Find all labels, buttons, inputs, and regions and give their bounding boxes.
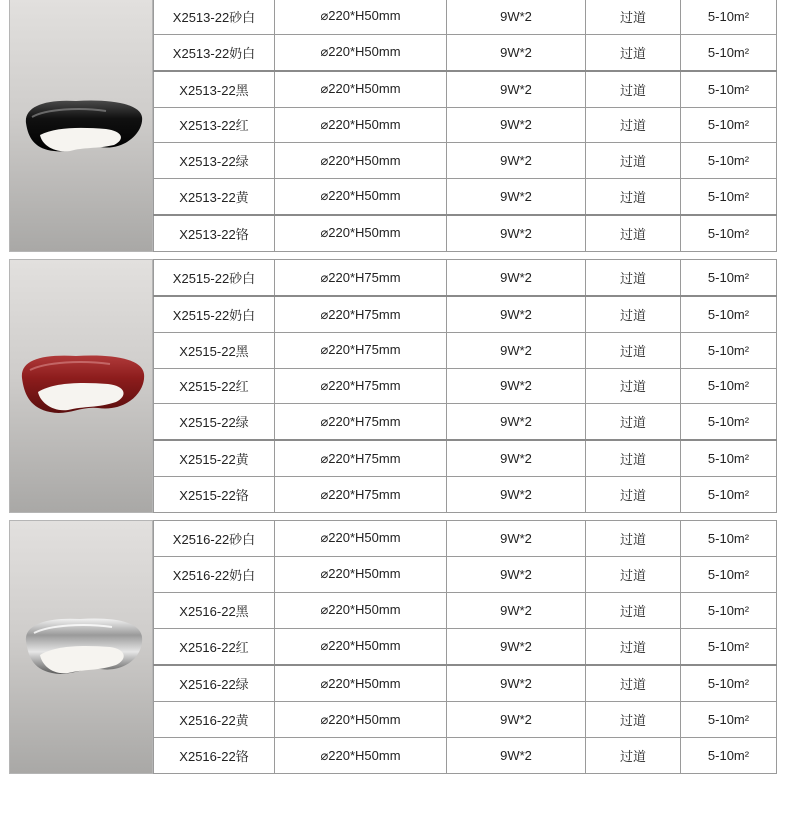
table-row xyxy=(154,0,777,34)
table-row xyxy=(154,521,777,557)
model-cell: X2513-22奶白 xyxy=(154,34,275,71)
model-cell: X2516-22绿 xyxy=(154,665,275,702)
table-row xyxy=(154,702,777,738)
location-cell: 过道 xyxy=(586,665,681,702)
table-row xyxy=(154,665,777,702)
table-row xyxy=(154,592,777,628)
table-row xyxy=(154,178,777,215)
power-cell: 9W*2 xyxy=(447,702,586,738)
power-cell: 9W*2 xyxy=(447,34,586,71)
spec-table xyxy=(153,259,777,513)
area-cell: 5-10m² xyxy=(681,368,777,404)
location-cell: 过道 xyxy=(586,404,681,441)
location-cell: 过道 xyxy=(586,71,681,108)
size-cell: ⌀220*H50mm xyxy=(275,702,447,738)
table-row xyxy=(154,34,777,71)
model-cell: X2513-22红 xyxy=(154,107,275,143)
area-cell: 5-10m² xyxy=(681,178,777,215)
area-cell: 5-10m² xyxy=(681,521,777,557)
table-row xyxy=(154,333,777,369)
size-cell: ⌀220*H50mm xyxy=(275,143,447,179)
location-cell: 过道 xyxy=(586,556,681,592)
model-cell: X2515-22砂白 xyxy=(154,260,275,297)
size-cell: ⌀220*H50mm xyxy=(275,215,447,252)
power-cell: 9W*2 xyxy=(447,143,586,179)
size-cell: ⌀220*H50mm xyxy=(275,665,447,702)
model-cell: X2516-22奶白 xyxy=(154,556,275,592)
location-cell: 过道 xyxy=(586,260,681,297)
power-cell: 9W*2 xyxy=(447,215,586,252)
location-cell: 过道 xyxy=(586,0,681,34)
power-cell: 9W*2 xyxy=(447,368,586,404)
area-cell: 5-10m² xyxy=(681,34,777,71)
area-cell: 5-10m² xyxy=(681,665,777,702)
location-cell: 过道 xyxy=(586,521,681,557)
product-photo xyxy=(9,0,153,252)
area-cell: 5-10m² xyxy=(681,107,777,143)
size-cell: ⌀220*H50mm xyxy=(275,556,447,592)
location-cell: 过道 xyxy=(586,628,681,665)
power-cell: 9W*2 xyxy=(447,628,586,665)
size-cell: ⌀220*H75mm xyxy=(275,368,447,404)
power-cell: 9W*2 xyxy=(447,333,586,369)
area-cell: 5-10m² xyxy=(681,592,777,628)
table-row xyxy=(154,143,777,179)
table-row xyxy=(154,107,777,143)
location-cell: 过道 xyxy=(586,477,681,513)
size-cell: ⌀220*H50mm xyxy=(275,521,447,557)
location-cell: 过道 xyxy=(586,215,681,252)
model-cell: X2515-22奶白 xyxy=(154,296,275,333)
power-cell: 9W*2 xyxy=(447,477,586,513)
model-cell: X2513-22黑 xyxy=(154,71,275,108)
lamp-black-image xyxy=(10,0,154,253)
table-row xyxy=(154,440,777,477)
area-cell: 5-10m² xyxy=(681,71,777,108)
model-cell: X2513-22铬 xyxy=(154,215,275,252)
power-cell: 9W*2 xyxy=(447,404,586,441)
size-cell: ⌀220*H50mm xyxy=(275,0,447,34)
model-cell: X2513-22绿 xyxy=(154,143,275,179)
power-cell: 9W*2 xyxy=(447,0,586,34)
size-cell: ⌀220*H75mm xyxy=(275,333,447,369)
location-cell: 过道 xyxy=(586,368,681,404)
location-cell: 过道 xyxy=(586,178,681,215)
area-cell: 5-10m² xyxy=(681,143,777,179)
model-cell: X2515-22红 xyxy=(154,368,275,404)
area-cell: 5-10m² xyxy=(681,738,777,774)
power-cell: 9W*2 xyxy=(447,296,586,333)
lamp-chrome-image xyxy=(10,521,154,775)
size-cell: ⌀220*H50mm xyxy=(275,592,447,628)
size-cell: ⌀220*H75mm xyxy=(275,404,447,441)
table-row xyxy=(154,628,777,665)
power-cell: 9W*2 xyxy=(447,260,586,297)
model-cell: X2515-22黄 xyxy=(154,440,275,477)
location-cell: 过道 xyxy=(586,143,681,179)
location-cell: 过道 xyxy=(586,738,681,774)
table-row xyxy=(154,368,777,404)
power-cell: 9W*2 xyxy=(447,107,586,143)
product-group-x2513 xyxy=(9,0,776,252)
table-row xyxy=(154,404,777,441)
size-cell: ⌀220*H75mm xyxy=(275,477,447,513)
spec-table xyxy=(153,520,777,774)
model-cell: X2516-22黑 xyxy=(154,592,275,628)
area-cell: 5-10m² xyxy=(681,628,777,665)
power-cell: 9W*2 xyxy=(447,178,586,215)
location-cell: 过道 xyxy=(586,296,681,333)
power-cell: 9W*2 xyxy=(447,71,586,108)
power-cell: 9W*2 xyxy=(447,521,586,557)
area-cell: 5-10m² xyxy=(681,477,777,513)
area-cell: 5-10m² xyxy=(681,296,777,333)
table-row xyxy=(154,71,777,108)
size-cell: ⌀220*H50mm xyxy=(275,107,447,143)
size-cell: ⌀220*H75mm xyxy=(275,440,447,477)
location-cell: 过道 xyxy=(586,107,681,143)
area-cell: 5-10m² xyxy=(681,404,777,441)
table-row xyxy=(154,296,777,333)
product-photo xyxy=(9,520,153,774)
table-row xyxy=(154,215,777,252)
power-cell: 9W*2 xyxy=(447,440,586,477)
model-cell: X2516-22砂白 xyxy=(154,521,275,557)
power-cell: 9W*2 xyxy=(447,738,586,774)
area-cell: 5-10m² xyxy=(681,0,777,34)
size-cell: ⌀220*H75mm xyxy=(275,260,447,297)
power-cell: 9W*2 xyxy=(447,556,586,592)
location-cell: 过道 xyxy=(586,34,681,71)
size-cell: ⌀220*H50mm xyxy=(275,34,447,71)
product-group-x2516 xyxy=(9,520,776,774)
table-row xyxy=(154,260,777,297)
table-row xyxy=(154,556,777,592)
area-cell: 5-10m² xyxy=(681,260,777,297)
location-cell: 过道 xyxy=(586,333,681,369)
lamp-red-image xyxy=(10,260,154,514)
model-cell: X2516-22红 xyxy=(154,628,275,665)
model-cell: X2516-22黄 xyxy=(154,702,275,738)
area-cell: 5-10m² xyxy=(681,702,777,738)
model-cell: X2513-22砂白 xyxy=(154,0,275,34)
spec-table xyxy=(153,0,777,252)
power-cell: 9W*2 xyxy=(447,592,586,628)
product-photo xyxy=(9,259,153,513)
table-row xyxy=(154,738,777,774)
size-cell: ⌀220*H50mm xyxy=(275,71,447,108)
location-cell: 过道 xyxy=(586,440,681,477)
model-cell: X2515-22绿 xyxy=(154,404,275,441)
area-cell: 5-10m² xyxy=(681,215,777,252)
table-row xyxy=(154,477,777,513)
location-cell: 过道 xyxy=(586,702,681,738)
size-cell: ⌀220*H50mm xyxy=(275,738,447,774)
location-cell: 过道 xyxy=(586,592,681,628)
model-cell: X2513-22黄 xyxy=(154,178,275,215)
area-cell: 5-10m² xyxy=(681,333,777,369)
size-cell: ⌀220*H50mm xyxy=(275,178,447,215)
power-cell: 9W*2 xyxy=(447,665,586,702)
model-cell: X2516-22铬 xyxy=(154,738,275,774)
product-group-x2515 xyxy=(9,259,776,513)
model-cell: X2515-22铬 xyxy=(154,477,275,513)
size-cell: ⌀220*H50mm xyxy=(275,628,447,665)
area-cell: 5-10m² xyxy=(681,440,777,477)
size-cell: ⌀220*H75mm xyxy=(275,296,447,333)
area-cell: 5-10m² xyxy=(681,556,777,592)
model-cell: X2515-22黑 xyxy=(154,333,275,369)
